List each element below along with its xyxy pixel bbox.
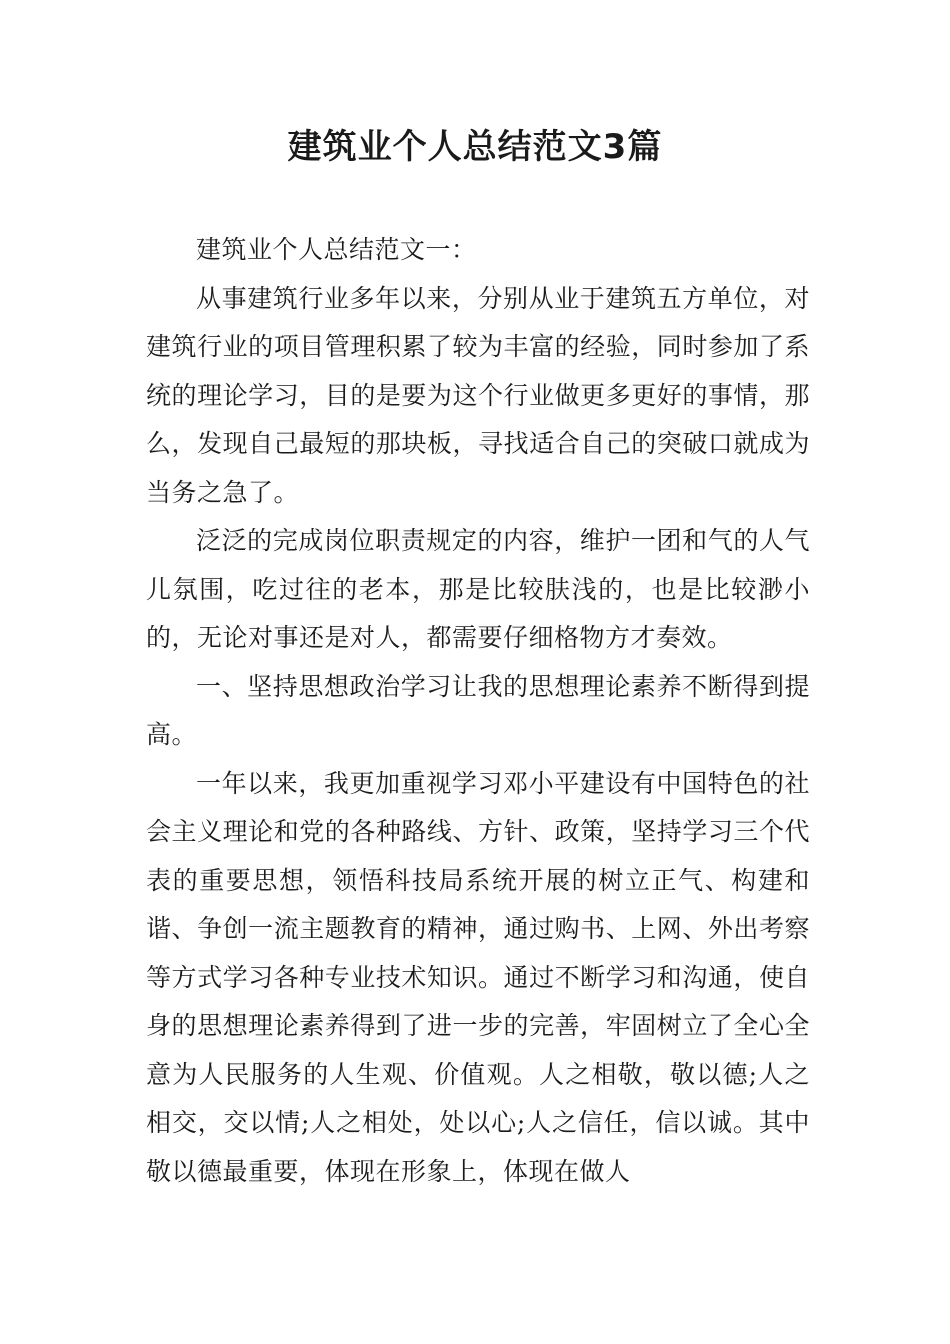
document-title: 建筑业个人总结范文3篇 [287,127,663,167]
body-paragraph: 从事建筑行业多年以来，分别从业于建筑五方单位，对建筑行业的项目管理积累了较为丰富的经验，同时参加了系统的理论学习，目的是要为这个行业做更多更好的事情，那么，发现自己最短的那块板，寻找适合自己的突破口就成为当务之急了。 [146,283,810,507]
section-heading-1: 建筑业个人总结范文一： [196,235,477,264]
section-heading-2: 一、坚持思想政治学习让我的思想理论素养不断得到提高。 [146,671,810,749]
body-paragraph: 一年以来，我更加重视学习邓小平建设有中国特色的社会主义理论和党的各种路线、方针、政策，坚持学习三个代表的重要思想，领悟科技局系统开展的树立正气、构建和谐、争创一流主题教育的精神，通过购书、上网、外出考察等方式学习各种专业技术知识。通过不断学习和沟通，使自身的思想理论素养得到了进一步的完善，牢固树立了全心全意为人民服务的人生观、价值观。人之相敬，敬以德;人之相交，交以情;人之相处，处以心;人之信任，信以诚。其中敬以德最重要，体现在形象上，体现在做人 [146,768,810,1186]
body-paragraph: 泛泛的完成岗位职责规定的内容，维护一团和气的人气儿氛围，吃过往的老本，那是比较肤浅的，也是比较渺小的，无论对事还是对人，都需要仔细格物方才奏效。 [146,526,810,652]
document-body [146,226,810,1196]
